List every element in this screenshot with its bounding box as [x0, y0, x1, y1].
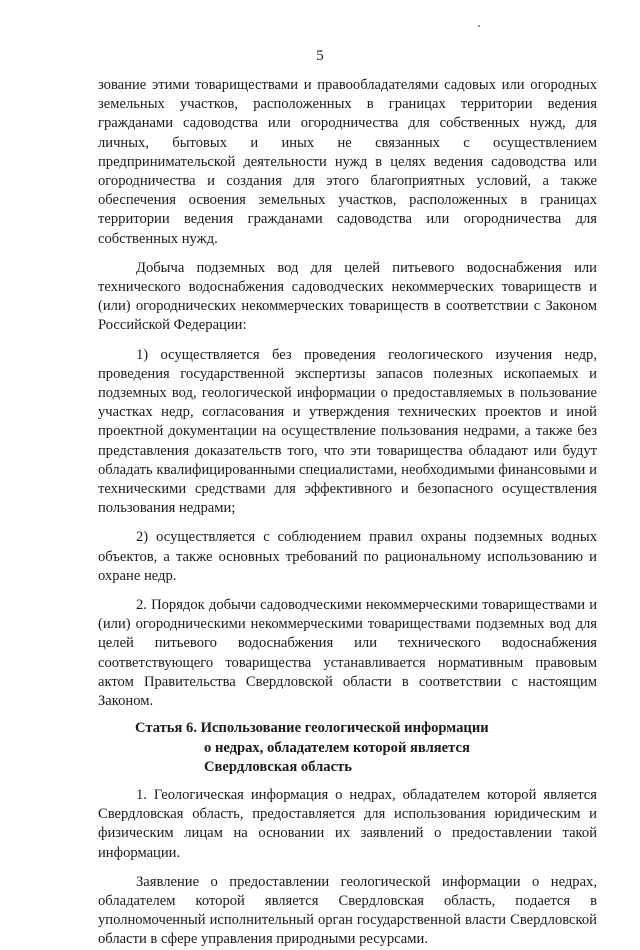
paragraph-article6-application: Заявление о предоставлении геологической информации о недрах, обладателем которой является Свердловская область, подается в уполномоченный исполнительный орган государственной власти Свердловской области в сфере управления природными ресурсами.: [98, 873, 597, 948]
article-heading: [98, 719, 597, 777]
page-number: 5: [316, 48, 324, 64]
paragraph-clause-2: 2. Порядок добычи садоводческими некоммерческими товариществами и (или) огородническими некоммерческими товариществами подземных вод для целей питьевого водоснабжения или технического водоснабжения соответствующего товарищества устанавливается нормативным правовым актом Правительства Свердловской области в соответствии с настоящим Законом.: [98, 597, 597, 710]
article-heading-line-1: Статья 6. Использование геологической информации: [135, 720, 489, 737]
paragraph-continuation: зование этими товариществами и правообладателями садовых или огородных земельных участков, расположенных в границах территории ведения гражданами садоводства или огородничества для собственных нужд, для личных, бытовых и иных не связанных с осуществлением предпринимательской деятельности нужд в целях ведения садоводства или огородничества и создания для этого благоприятных условий, а также обеспечения освоения земельных участков, расположенных в границах территории ведения гражданами садоводства или огородничества для собственных нужд.: [98, 77, 597, 247]
paragraph-article6-clause-1: 1. Геологическая информация о недрах, обладателем которой является Свердловская область, предоставляется для использования юридическим и физическим лицам на основании их заявлений о предоставлении такой информации.: [98, 786, 597, 861]
scan-speck: [478, 25, 480, 27]
paragraph-groundwater-extraction: Добыча подземных вод для целей питьевого водоснабжения или технического водоснабжения садоводческих некоммерческих товариществ и (или) огороднических некоммерческих товариществ в соответствии с Законом Российской Федерации:: [98, 259, 597, 334]
document-body: [98, 76, 597, 950]
paragraph-item-1: 1) осуществляется без проведения геологического изучения недр, проведения государственной экспертизы запасов полезных ископаемых и подземных вод, геологической информации о предоставляемых в пользование участках недр, согласования и утверждения технических проектов и иной проектной документации на осуществление пользования недрами, а также без представления доказательств того, что эти товарищества обладают или будут обладать квалифицированными специалистами, необходимыми финансовыми и техническими средствами для эффективного и безопасного осуществления пользования недрами;: [98, 346, 597, 517]
article-heading-line-3: Свердловская область: [204, 758, 352, 775]
paragraph-item-2: 2) осуществляется с соблюдением правил охраны подземных водных объектов, а также основных требований по рациональному использованию и охране недр.: [98, 529, 597, 584]
article-heading-line-2: о недрах, обладателем которой является: [204, 739, 470, 756]
